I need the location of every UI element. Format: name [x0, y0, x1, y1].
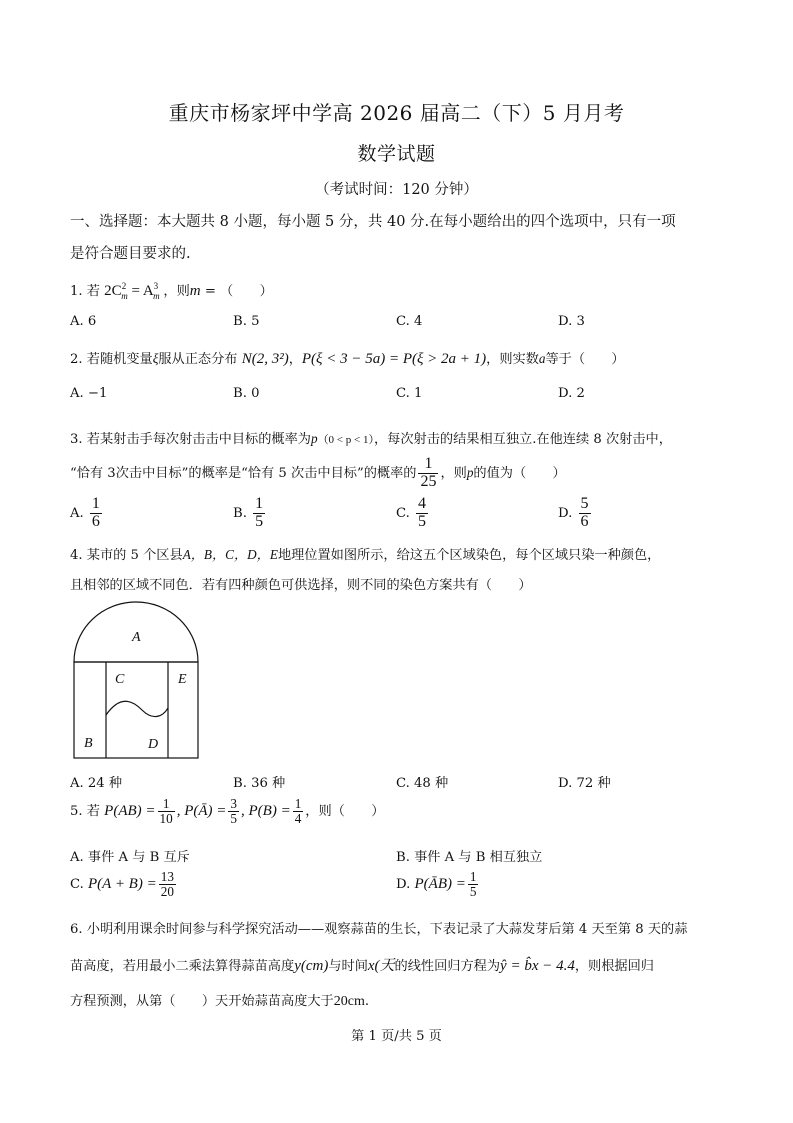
region-label-e: E — [178, 672, 187, 687]
region-label-d: D — [148, 737, 159, 752]
region-label-b: B — [84, 736, 93, 751]
q4-option-a: A. 24 种 — [70, 776, 123, 791]
q2-option-a: A. −1 — [70, 386, 108, 401]
q3-option-a: A. $\frac{1}{6}$ — [70, 495, 100, 530]
question-6-line3: 方程预测，从第（ ）天开始蒜苗高度大于20cm. — [70, 994, 370, 1009]
q2-option-c: C. 1 — [396, 386, 423, 401]
q4-option-d: D. 72 种 — [558, 776, 611, 791]
q1-equation: $2C^2_m = A^3_m$ — [104, 281, 160, 301]
q3-option-b: B. $\frac{1}{5}$ — [233, 495, 264, 530]
q3-fraction: $\frac{1}{25}$ — [420, 455, 437, 490]
section-intro-line2: 是符合题目要求的. — [70, 246, 191, 262]
question-3-line1: 3. 若某射击手每次射击击中目标的概率为p（0 < p < 1），每次射击的结果相互独立.在他连续 8 次射击中， — [70, 431, 672, 447]
question-4-line1: 4. 某市的 5 个区县A，B，C，D，E地理位置如图所示，给这五个区域染色，每个区域只染一种颜色， — [70, 547, 661, 563]
q3-option-d: D. $\frac{5}{6}$ — [558, 495, 589, 530]
q4-option-b: B. 36 种 — [233, 776, 286, 791]
region-label-c: C — [115, 672, 125, 687]
page-number: 第 1 页/共 5 页 — [351, 1029, 442, 1044]
question-6-line2: 苗高度，若用最小二乘法算得蒜苗高度y(cm)与时间x(天的线性回归方程为ŷ = b̂x − 4.4，则根据回归 — [70, 958, 654, 974]
exam-time-note: （考试时间：120 分钟） — [315, 182, 478, 198]
exam-subtitle: 数学试题 — [357, 143, 436, 165]
q2-option-d: D. 2 — [558, 386, 585, 401]
q1-option-a: A. 6 — [70, 314, 97, 329]
q5-option-d: D. P(ĀB) = $\frac{1}{5}$ — [396, 869, 477, 899]
region-map-figure — [70, 600, 205, 766]
q5-option-b: B. 事件 A 与 B 相互独立 — [396, 850, 543, 865]
question-3-line2: “恰有 3次击中目标”的概率是“恰有 5 次击中目标”的概率的 $\frac{1}{25}$ ，则p的值为（ ） — [70, 455, 566, 490]
q3-option-c: C. $\frac{4}{5}$ — [396, 495, 427, 530]
q1-option-c: C. 4 — [396, 314, 423, 329]
q5-option-a: A. 事件 A 与 B 互斥 — [70, 850, 190, 865]
q2-option-b: B. 0 — [233, 386, 260, 401]
q1-option-b: B. 5 — [233, 314, 260, 329]
question-5: 5. 若 P(AB) = $\frac{1}{10}$ , P(Ā) = $\frac{3}{5}$ , P(B) = $\frac{1}{4}$ ，则（ ） — [70, 796, 385, 826]
question-4-line2: 且相邻的区域不同色．若有四种颜色可供选择，则不同的染色方案共有（ ） — [70, 578, 532, 593]
q1-prefix: 1. 若 — [70, 284, 100, 299]
q1-option-d: D. 3 — [558, 314, 585, 329]
question-6-line1: 6. 小明利用课余时间参与科学探究活动——观察蒜苗的生长，下表记录了大蒜发芽后第 4 天至第 8 天的蒜 — [70, 922, 688, 937]
question-2: 2. 若随机变量ξ服从正态分布 N(2, 3²)，P(ξ < 3 − 5a) = P(ξ > 2a + 1)，则实数a等于（ ） — [70, 351, 625, 367]
section-intro-line1: 一、选择题：本大题共 8 小题，每小题 5 分，共 40 分.在每小题给出的四个选项中，只有一项 — [70, 214, 676, 230]
exam-title: 重庆市杨家坪中学高 2026 届高二（下）5 月月考 — [168, 101, 625, 125]
q5-option-c: C. P(A + B) = $\frac{13}{20}$ — [70, 869, 174, 899]
q4-option-c: C. 48 种 — [396, 776, 449, 791]
region-cd-border — [106, 701, 168, 716]
question-1: 1. 若 $2C^2_m = A^3_m$ ，则m = （ ） — [70, 281, 273, 301]
region-label-a: A — [132, 630, 141, 645]
